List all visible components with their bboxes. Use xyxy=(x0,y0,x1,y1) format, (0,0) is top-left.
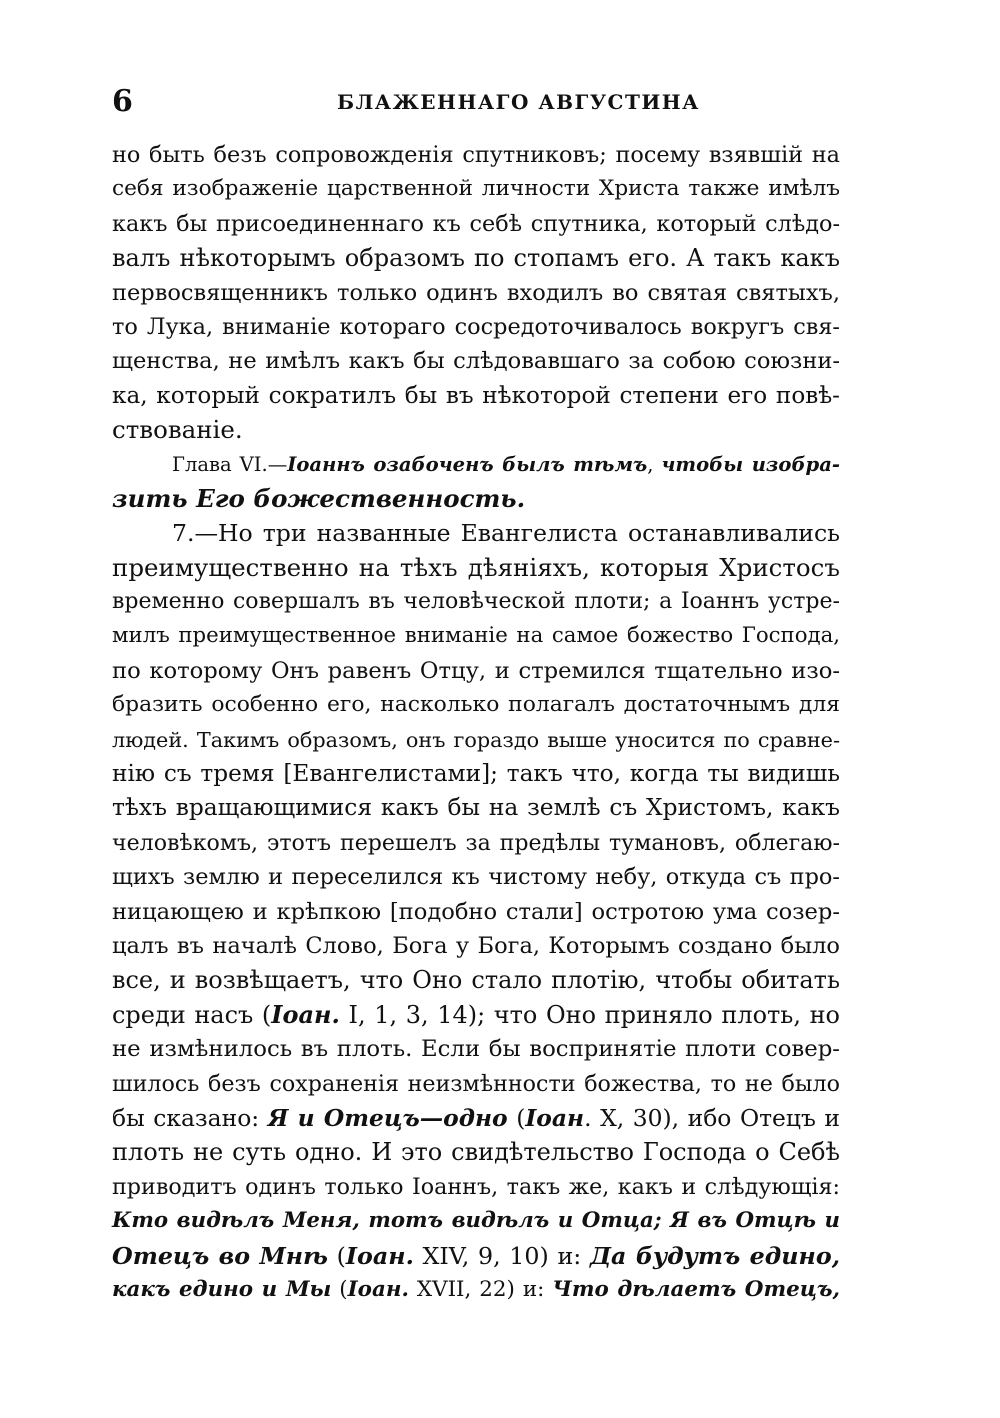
chapter-title-italic: зить Его божественность. xyxy=(112,483,526,513)
citation-italic: Іоан. xyxy=(271,999,340,1029)
text-run: какъ бы присоединеннаго къ себѣ спутника, который слѣдо- xyxy=(112,210,840,237)
text-line xyxy=(112,860,840,894)
text-line xyxy=(112,929,840,963)
chapter-title-italic: Іоаннъ озабоченъ былъ тѣмъ xyxy=(287,452,648,476)
page-body xyxy=(112,138,840,1307)
text-run: преимущественно на тѣхъ дѣяніяхъ, которыя Христосъ xyxy=(112,552,840,582)
text-line xyxy=(112,172,840,206)
text-line xyxy=(112,1204,840,1238)
text-run: . X, 30), ибо Отецъ и xyxy=(584,1103,840,1132)
text-run: бы сказано: xyxy=(112,1103,268,1132)
text-line xyxy=(112,585,840,619)
text-run: XIV, 9, 10) и: xyxy=(413,1241,590,1270)
quote-italic: Да будутъ едино, xyxy=(589,1241,840,1270)
text-run: нію съ тремя [Евангелистами]; такъ что, когда ты видишь xyxy=(112,760,840,788)
text-line xyxy=(112,310,840,344)
text-run: приводитъ одинъ только Іоаннъ, такъ же, какъ и слѣдующія: xyxy=(112,1173,840,1200)
text-run: ( xyxy=(331,1276,348,1302)
text-run: себя изображеніе царственной личности Христа также имѣлъ xyxy=(112,176,840,202)
text-run: но быть безъ сопровожденія спутниковъ; посему взявшій на xyxy=(112,142,840,168)
text-run: цалъ въ началѣ Слово, Бога у Бога, Которымъ создано было xyxy=(112,932,840,959)
quote-italic: какъ едино и Мы xyxy=(112,1276,332,1302)
text-run: ( xyxy=(328,1241,346,1270)
text-run: , xyxy=(647,452,662,476)
text-line xyxy=(112,1239,840,1273)
text-line xyxy=(112,998,840,1032)
citation-italic: Іоан. xyxy=(345,1241,414,1270)
text-line xyxy=(112,516,840,550)
chapter-title-italic: чтобы изобра- xyxy=(661,452,841,476)
text-run: ствованіе. xyxy=(112,415,243,445)
text-run: 7.—Но три названные Евангелиста останавливались xyxy=(172,519,840,548)
text-run: человѣкомъ, этотъ перешелъ за предѣлы тумановъ, облегаю- xyxy=(112,829,840,856)
text-line xyxy=(112,654,840,688)
text-run: не измѣнилось въ плоть. Если бы воспринятіе плоти совер- xyxy=(112,1036,840,1063)
text-line xyxy=(112,723,840,757)
text-line xyxy=(112,276,840,310)
text-line xyxy=(112,1101,840,1135)
citation-italic: Іоан. xyxy=(347,1276,409,1302)
text-line xyxy=(112,241,840,275)
running-head: БЛАЖЕННАГО АВГУСТИНА xyxy=(337,90,700,114)
text-run: плоть не суть одно. И это свидѣтельство Господа о Себѣ xyxy=(112,1138,840,1167)
quote-italic: Отецъ во Мнѣ xyxy=(112,1241,328,1270)
chapter-label: Глава VI.— xyxy=(172,452,288,476)
text-line xyxy=(112,207,840,241)
text-line xyxy=(112,1067,840,1101)
text-line xyxy=(112,826,840,860)
citation-italic: Іоан xyxy=(525,1103,585,1132)
page-number: 6 xyxy=(112,84,133,119)
quote-italic: Я и Отецъ—одно xyxy=(267,1103,508,1132)
text-line xyxy=(112,1135,840,1169)
text-run: бразить особенно его, насколько полагалъ достаточнымъ для xyxy=(112,692,840,718)
quote-italic: Что дѣлаетъ Отецъ, xyxy=(552,1276,840,1302)
text-line xyxy=(112,1032,840,1066)
quote-italic: Кто видѣлъ Меня, тотъ видѣлъ и Отца; Я въ Отцѣ и xyxy=(112,1208,840,1234)
chapter-heading-line xyxy=(112,482,840,516)
text-run: милъ преимущественное вниманіе на самое божество Господа, xyxy=(112,623,840,649)
page-header xyxy=(112,84,840,120)
paragraph-end-line xyxy=(112,413,840,447)
text-run: по которому Онъ равенъ Отцу, и стремился тщательно изо- xyxy=(112,657,840,684)
text-line xyxy=(112,757,840,791)
text-run: ницающею и крѣпкою [подобно стали] остротою ума созер- xyxy=(112,898,840,925)
text-run: XVII, 22) и: xyxy=(408,1276,553,1302)
text-line xyxy=(112,551,840,585)
text-run: щенства, не имѣлъ какъ бы слѣдовавшаго за собою союзни- xyxy=(112,348,840,375)
text-line xyxy=(112,619,840,653)
text-line xyxy=(112,963,840,997)
text-run: среди насъ ( xyxy=(112,1000,272,1029)
text-line xyxy=(112,791,840,825)
text-line xyxy=(112,379,840,413)
text-run: временно совершалъ въ человѣческой плоти; а Іоаннъ устре- xyxy=(112,589,840,615)
text-run: первосвященникъ только одинъ входилъ во святая святыхъ, xyxy=(112,279,840,306)
text-line xyxy=(112,1170,840,1204)
text-run: тѣхъ вращающимися какъ бы на землѣ съ Христомъ, какъ xyxy=(112,794,840,822)
text-line xyxy=(112,1273,840,1307)
chapter-heading-line xyxy=(112,448,840,482)
text-run: шилось безъ сохраненія неизмѣнности божества, то не было xyxy=(112,1070,840,1097)
text-line xyxy=(112,344,840,378)
text-run: то Лука, вниманіе котораго сосредоточивалось вокругъ свя- xyxy=(112,313,840,340)
text-run: ка, который сократилъ бы въ нѣкоторой степени его повѣ- xyxy=(112,382,840,409)
text-run: I, 1, 3, 14); что Оно приняло плоть, но xyxy=(339,1000,840,1029)
text-run: ( xyxy=(507,1103,526,1132)
text-run: валъ нѣкоторымъ образомъ по стопамъ его. А такъ какъ xyxy=(112,244,840,273)
text-line xyxy=(112,688,840,722)
text-run: людей. Такимъ образомъ, онъ гораздо выше уносится по сравне- xyxy=(112,727,840,752)
text-run: все, и возвѣщаетъ, что Оно стало плотію, чтобы обитать xyxy=(112,966,840,995)
text-run: щихъ землю и переселился къ чистому небу, откуда съ про- xyxy=(112,864,840,891)
text-line xyxy=(112,138,840,172)
text-line xyxy=(112,895,840,929)
